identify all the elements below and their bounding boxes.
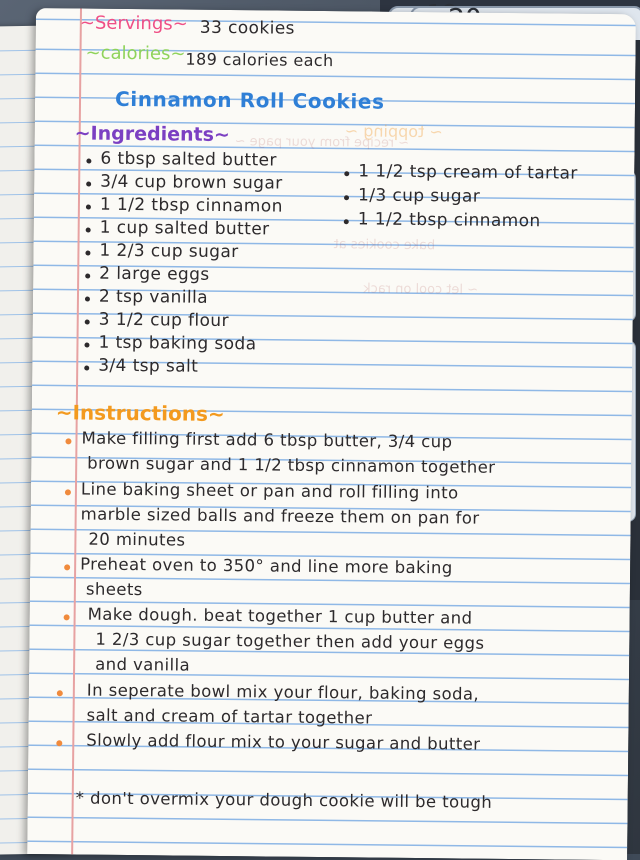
step-line: 20 minutes	[88, 529, 186, 550]
step-line: Make filling first add 6 tbsp butter, 3/4 cup	[81, 428, 453, 452]
step-bullet	[65, 489, 71, 495]
calories-label: ~calories~	[85, 42, 186, 65]
ingredient-bullet	[86, 182, 91, 187]
ingredient-bullet	[86, 228, 91, 233]
ingredient-bullet	[344, 219, 349, 224]
step-line: and vanilla	[95, 654, 191, 675]
ingredient-item: 3/4 tsp salt	[98, 355, 199, 377]
bleed-through-text: bake cookies at	[333, 237, 436, 254]
servings-value: 33 cookies	[199, 17, 295, 39]
ingredient-bullet	[84, 343, 89, 348]
ingredient-bullet	[86, 205, 91, 210]
ingredient-item: 3/4 cup brown sugar	[100, 171, 283, 194]
ingredient-item: 1 1/2 tsp cream of tartar	[358, 161, 578, 184]
step-line: sheets	[85, 579, 143, 600]
recipe-title: Cinnamon Roll Cookies	[114, 86, 385, 114]
ingredient-item: 2 tsp vanilla	[98, 286, 209, 308]
ingredient-item: 1 cup salted butter	[99, 217, 270, 240]
instructions-heading: ~Instructions~	[55, 400, 225, 426]
ingredient-bullet	[85, 297, 90, 302]
ingredients-heading: ~Ingredients~	[74, 122, 231, 147]
step-bullet	[65, 438, 71, 444]
ingredient-item: 6 tbsp salted butter	[100, 148, 277, 171]
step-bullet	[56, 740, 62, 746]
ingredient-bullet	[85, 320, 90, 325]
step-line: brown sugar and 1 1/2 tbsp cinnamon together	[87, 453, 496, 477]
bleed-through-text: ~ let cool on rack	[362, 281, 479, 298]
ingredient-item: 3 1/2 cup flour	[98, 309, 230, 332]
step-line: 1 2/3 cup sugar together then add your eggs	[95, 629, 485, 653]
bleed-through-text: ~ topping ~	[344, 121, 443, 142]
ingredient-bullet	[84, 366, 89, 371]
ingredient-bullet	[85, 274, 90, 279]
step-line: Slowly add flour mix to your sugar and butter	[86, 730, 481, 754]
step-line: salt and cream of tartar together	[86, 705, 373, 728]
ingredient-bullet	[344, 171, 349, 176]
tip-note: * don't overmix your dough cookie will be tough	[75, 788, 493, 812]
servings-label: ~Servings~	[79, 12, 188, 35]
step-line: Make dough. beat together 1 cup butter and	[87, 604, 473, 628]
step-line: Preheat oven to 350° and line more baking	[80, 554, 453, 578]
step-line: Line baking sheet or pan and roll filling into	[80, 479, 459, 503]
step-line: marble sized balls and freeze them on pan for	[80, 504, 480, 528]
ingredient-item: 1 1/2 tbsp cinnamon	[99, 194, 283, 217]
ingredient-item: 1 2/3 cup sugar	[99, 240, 239, 263]
bleed-through-text: ~ recipe from your page ~	[234, 134, 410, 151]
ingredient-bullet	[85, 251, 90, 256]
ingredient-bullet	[344, 195, 349, 200]
step-line: In seperate bowl mix your flour, baking soda,	[86, 680, 480, 704]
notebook-page	[27, 8, 636, 860]
ingredient-bullet	[86, 159, 91, 164]
step-bullet	[64, 564, 70, 570]
ingredient-item: 1/3 cup sugar	[357, 185, 481, 207]
ingredient-item: 1 1/2 tbsp cinnamon	[357, 209, 541, 232]
ingredient-item: 1 tsp baking soda	[98, 332, 257, 355]
calories-value: 189 calories each	[185, 49, 334, 71]
step-bullet	[64, 614, 70, 620]
step-bullet	[57, 690, 63, 696]
ingredient-item: 2 large eggs	[99, 263, 210, 285]
